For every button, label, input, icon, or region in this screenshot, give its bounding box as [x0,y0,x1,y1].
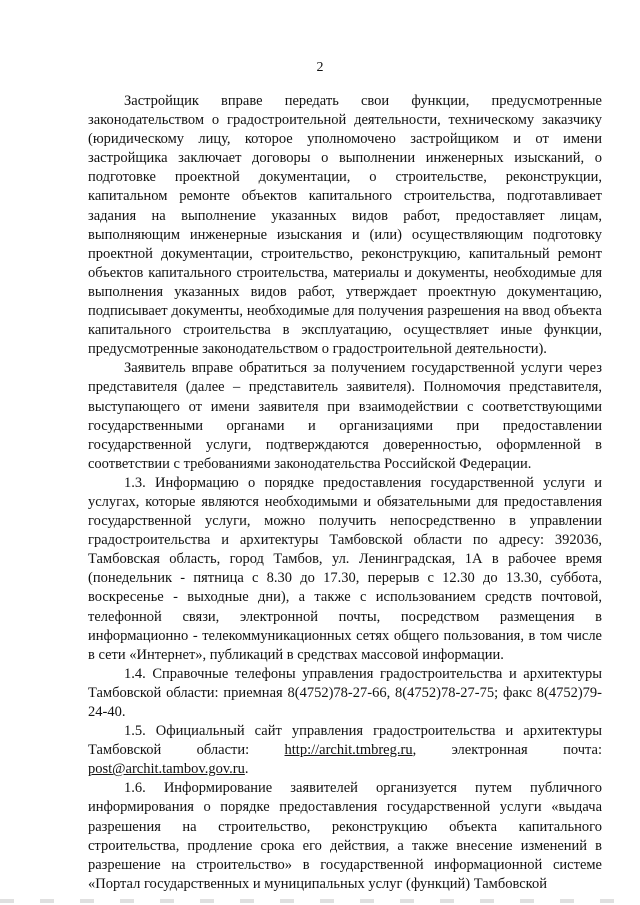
paragraph-1-5-website [88,722,602,779]
email-link[interactable]: post@archit.tambov.gov.ru [88,761,245,778]
website-link[interactable]: http://archit.tmbreg.ru [284,742,413,759]
paragraph-end-punctuation: . [244,761,249,778]
paragraph-1-4-phones: 1.4. Справочные телефоны управления градостроительства и архитектуры Тамбовской области: приемная 8(4752)78-27-66, 8(4752)78-27-75; факс 8(4752)79-24-40. [88,665,602,720]
website-intro-text: 1.5. Официальный сайт управления градостроительства и архитектуры Тамбовской области: [88,723,602,759]
paragraph-1-3-information: 1.3. Информацию о порядке предоставления государственной услуги и услугах, которые являются необходимыми и обязательными для предоставления государственной услуги, можно получить непосредственно в управлении градостроительства и архитектуры Тамбовской области по адресу: 392036, Тамбовская область, город Тамбов, ул. Ленинградская, 1А в рабочее время (понедельник - пятница с 8.30 до 17.30, перерыв с 12.30 до 13.30, суббота, воскресенье - выходные дни), а также с использованием средств почтовой, телефонной связи, электронной почты, посредством размещения в информационно - телекоммуникационных сетях общего пользования, в том числе в сети «Интернет», публикаций в средствах массовой информации. [88,474,602,663]
scan-edge-artifact [0,899,640,903]
paragraph-1-6-public-informing: 1.6. Информирование заявителей организуется путем публичного информирования о порядке предоставления государственной услуги «выдача разрешения на строительство, реконструкцию объекта капитального строительства, продление срока его действия, а также внесение изменений в разрешение на строительство» в государственной информационной системе «Портал государственных и муниципальных услуг (функций) Тамбовской [88,780,602,892]
paragraph-developer-functions: Застройщик вправе передать свои функции, предусмотренные законодательством о градостроительной деятельности, техническому заказчику (юридическому лицу, которое уполномочено застройщиком и от имени застройщика заключает договоры о выполнении инженерных изысканий, о подготовке проектной документации, о строительстве, реконструкции, капитальном ремонте объектов капитального строительства, подготавливает задания на выполнение указанных видов работ, предоставляет лицам, выполняющим инженерные изыскания и (или) осуществляющим подготовку проектной документации, строительство, реконструкцию, капитальный ремонт объектов капитального строительства, материалы и документы, необходимые для выполнения указанных видов работ, утверждает проектную документацию, подписывает документы, необходимые для получения разрешения на ввод объекта капитального строительства в эксплуатацию, осуществляет иные функции, предусмотренные законодательством о градостроительной деятельности). [88,93,602,358]
email-intro-text: , электронная почта: [412,742,602,759]
page-number: 2 [316,60,324,75]
document-body [88,92,602,894]
paragraph-representative: Заявитель вправе обратиться за получением государственной услуги через представителя (далее – представитель заявителя). Полномочия представителя, выступающего от имени заявителя при взаимодействии с соответствующими государственными органами и организациями при предоставлении государственной услуги, подтверждаются доверенностью, оформленной в соответствии с требованиями законодательства Российской Федерации. [88,360,602,472]
